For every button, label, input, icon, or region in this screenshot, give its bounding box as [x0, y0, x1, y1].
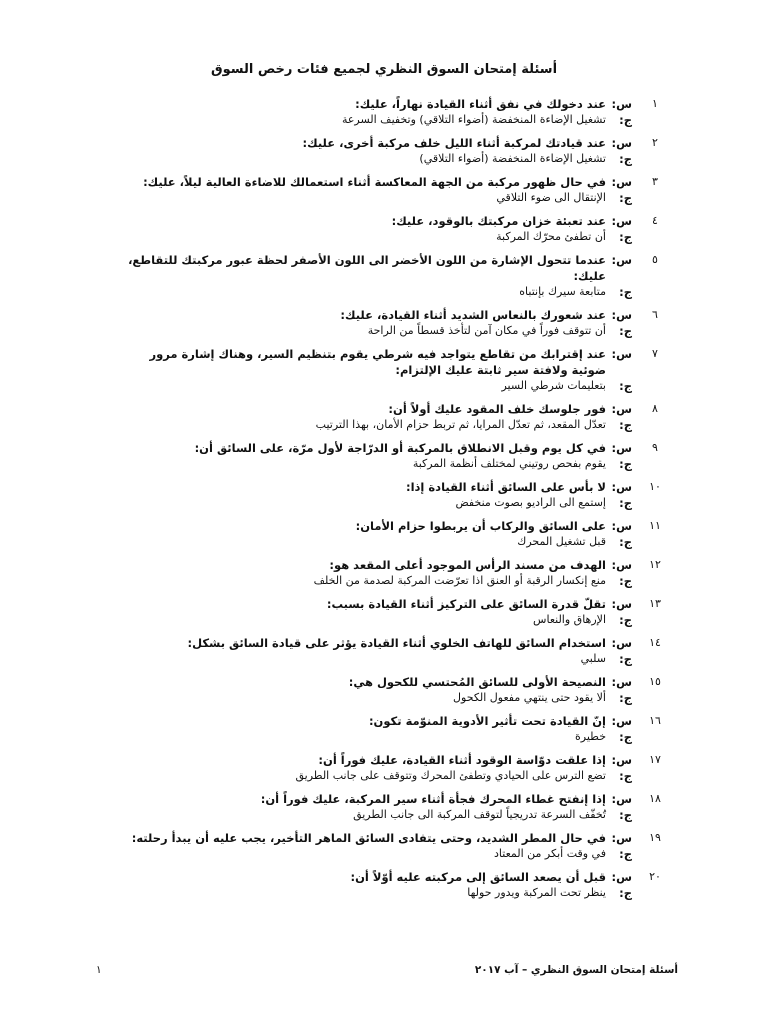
page-number: ١: [96, 964, 102, 976]
question-text: لا بأس على السائق أثناء القيادة إذا:: [405, 480, 606, 494]
question-number: ١٠: [649, 480, 661, 493]
question-number: ٤: [652, 214, 658, 227]
answer-line: [128, 190, 632, 206]
question-text: عندما تتحول الإشارة من اللون الأخضر الى اللون الأصفر لحظة عبور مركبتك للتقاطع، عليك:: [128, 253, 606, 283]
answer-line: [128, 768, 632, 784]
question-line: [128, 479, 632, 495]
question-line: [128, 713, 632, 729]
question-marker: س:: [611, 480, 632, 494]
answer-text: أن تطفئ محرّك المركبة: [496, 230, 606, 243]
question-marker: س:: [611, 714, 632, 728]
answer-marker: ج:: [619, 691, 632, 705]
question-marker: س:: [611, 519, 632, 533]
list-item: [0, 791, 768, 823]
answer-line: [128, 885, 632, 901]
list-item: [0, 174, 768, 206]
answer-text: في وقت أبكر من المعتاد: [494, 847, 606, 860]
answer-marker: ج:: [619, 324, 632, 338]
answer-text: تُخفّف السرعة تدريجياً لتوقف المركبة الى جانب الطريق: [353, 808, 606, 821]
answer-line: [128, 378, 632, 394]
question-line: [128, 791, 632, 807]
question-number: ٢٠: [649, 870, 661, 883]
question-number: ١٦: [649, 714, 661, 727]
answer-marker: ج:: [619, 285, 632, 299]
question-number: ١: [652, 97, 658, 110]
answer-marker: ج:: [619, 457, 632, 471]
question-text: إذا إنفتح غطاء المحرك فجأة أثناء سير المركبة، عليك فوراً أن:: [260, 792, 606, 806]
answer-text: خطيرة: [575, 730, 606, 743]
question-number: ١٨: [649, 792, 661, 805]
question-number: ١٢: [649, 558, 661, 571]
question-line: [128, 174, 632, 190]
question-marker: س:: [611, 831, 632, 845]
question-line: [128, 213, 632, 229]
question-number: ١٩: [649, 831, 661, 844]
question-line: [128, 596, 632, 612]
answer-text: أن تتوقف فوراً في مكان آمن لتأخذ قسطاً من الراحة: [367, 324, 606, 337]
answer-line: [128, 846, 632, 862]
question-number: ٧: [652, 347, 658, 360]
answer-marker: ج:: [619, 613, 632, 627]
question-marker: س:: [611, 175, 632, 189]
question-line: [128, 440, 632, 456]
question-number: ٢: [652, 136, 658, 149]
answer-line: [128, 323, 632, 339]
answer-marker: ج:: [619, 152, 632, 166]
question-text: إذا علقت دوّاسة الوقود أثناء القيادة، عليك فوراً أن:: [318, 753, 606, 767]
question-text: تقلّ قدرة السائق على التركيز أثناء القيادة بسبب:: [326, 597, 606, 611]
question-text: عند شعورك بالنعاس الشديد أثناء القيادة، عليك:: [340, 308, 606, 322]
answer-text: بتعليمات شرطي السير: [501, 379, 606, 392]
question-line: [128, 252, 632, 284]
answer-marker: ج:: [619, 808, 632, 822]
question-text: إنّ القيادة تحت تأثير الأدوية المنوّمة تكون:: [368, 714, 606, 728]
question-text: استخدام السائق للهاتف الخلوي أثناء القيادة يؤثر على قيادة السائق بشكل:: [187, 636, 606, 650]
question-marker: س:: [611, 675, 632, 689]
question-number: ٨: [652, 402, 658, 415]
question-line: [128, 869, 632, 885]
question-line: [128, 830, 632, 846]
answer-marker: ج:: [619, 496, 632, 510]
list-item: [0, 557, 768, 589]
list-item: [0, 252, 768, 300]
answer-line: [128, 534, 632, 550]
question-number: ١١: [649, 519, 661, 532]
list-item: [0, 518, 768, 550]
list-item: [0, 307, 768, 339]
question-marker: س:: [611, 870, 632, 884]
answer-text: تشغيل الإضاءة المنخفضة (أضواء التلاقي) وتخفيف السرعة: [341, 113, 606, 126]
question-line: [128, 518, 632, 534]
answer-marker: ج:: [619, 418, 632, 432]
question-line: [128, 557, 632, 573]
question-marker: س:: [611, 441, 632, 455]
question-line: [128, 401, 632, 417]
question-line: [128, 307, 632, 323]
answer-text: قبل تشغيل المحرك: [517, 535, 606, 548]
answer-line: [128, 495, 632, 511]
answer-marker: ج:: [619, 769, 632, 783]
question-number: ٣: [652, 175, 658, 188]
answer-marker: ج:: [619, 886, 632, 900]
question-text: في حال ظهور مركبة من الجهة المعاكسة أثناء استعمالك للاضاءة العالية ليلاً، عليك:: [143, 175, 606, 189]
question-line: [128, 635, 632, 651]
answer-line: [128, 807, 632, 823]
list-item: [0, 713, 768, 745]
question-text: فور جلوسك خلف المقود عليك أولاً أن:: [388, 402, 606, 416]
list-item: [0, 830, 768, 862]
question-marker: س:: [611, 792, 632, 806]
answer-marker: ج:: [619, 535, 632, 549]
question-text: على السائق والركاب أن يربطوا حزام الأمان:: [355, 519, 606, 533]
answer-marker: ج:: [619, 847, 632, 861]
page-title: أسئلة إمتحان السوق النظري لجميع فئات رخص السوق: [210, 62, 558, 77]
question-number: ١٣: [649, 597, 661, 610]
answer-marker: ج:: [619, 379, 632, 393]
list-item: [0, 135, 768, 167]
answer-line: [128, 112, 632, 128]
answer-line: [128, 284, 632, 300]
answer-line: [128, 151, 632, 167]
question-number: ٥: [652, 253, 658, 266]
list-item: [0, 596, 768, 628]
question-list: [0, 96, 768, 908]
answer-marker: ج:: [619, 230, 632, 244]
answer-text: سلبي: [580, 652, 606, 665]
question-text: في كل يوم وقبل الانطلاق بالمركبة أو الدرّاجة لأول مرّة، على السائق أن:: [194, 441, 606, 455]
question-marker: س:: [611, 97, 632, 111]
list-item: [0, 401, 768, 433]
question-line: [128, 135, 632, 151]
answer-marker: ج:: [619, 191, 632, 205]
question-text: قبل أن يصعد السائق إلى مركبته عليه أوّلاً أن:: [350, 870, 606, 884]
question-marker: س:: [611, 253, 632, 267]
question-text: عند تعبئة خزان مركبتك بالوقود، عليك:: [391, 214, 606, 228]
question-text: الهدف من مسند الرأس الموجود أعلى المقعد هو:: [329, 558, 606, 572]
answer-text: الإرهاق والنعاس: [533, 613, 606, 626]
question-number: ٦: [652, 308, 658, 321]
list-item: [0, 752, 768, 784]
answer-line: [128, 612, 632, 628]
answer-text: إستمع الى الراديو بصوت منخفض: [455, 496, 606, 509]
answer-line: [128, 729, 632, 745]
question-line: [128, 674, 632, 690]
answer-marker: ج:: [619, 730, 632, 744]
question-marker: س:: [611, 597, 632, 611]
answer-text: تشغيل الإضاءة المنخفضة (أضواء التلاقي): [419, 152, 606, 165]
question-marker: س:: [611, 636, 632, 650]
list-item: [0, 346, 768, 394]
question-marker: س:: [611, 347, 632, 361]
answer-line: [128, 456, 632, 472]
list-item: [0, 440, 768, 472]
list-item: [0, 479, 768, 511]
question-number: ٩: [652, 441, 658, 454]
answer-text: متابعة سيرك بإنتباه: [519, 285, 606, 298]
list-item: [0, 213, 768, 245]
list-item: [0, 96, 768, 128]
question-marker: س:: [611, 214, 632, 228]
footer-title: أسئلة إمتحان السوق النظري – آب ٢٠١٧: [474, 964, 678, 976]
answer-text: تضع الترس على الحيادي وتطفئ المحرك وتتوقف على جانب الطريق: [295, 769, 606, 782]
answer-text: ينظر تحت المركبة ويدور حولها: [467, 886, 606, 899]
answer-line: [128, 573, 632, 589]
question-marker: س:: [611, 308, 632, 322]
answer-text: الإنتقال الى ضوء التلاقي: [496, 191, 606, 204]
answer-line: [128, 229, 632, 245]
question-marker: س:: [611, 753, 632, 767]
answer-marker: ج:: [619, 652, 632, 666]
question-marker: س:: [611, 558, 632, 572]
question-line: [128, 752, 632, 768]
answer-text: يقوم بفحص روتيني لمختلف أنظمة المركبة: [412, 457, 606, 470]
answer-text: تعدّل المقعد، ثم تعدّل المرايا، ثم تربط حزام الأمان، بهذا الترتيب: [315, 418, 606, 431]
question-line: [128, 96, 632, 112]
question-number: ١٧: [649, 753, 661, 766]
answer-line: [128, 417, 632, 433]
answer-text: ألا يقود حتى ينتهي مفعول الكحول: [453, 691, 606, 704]
question-text: عند دخولك في نفق أثناء القيادة نهاراً، عليك:: [355, 97, 606, 111]
question-number: ١٥: [649, 675, 661, 688]
question-text: النصيحة الأولى للسائق المُحتسي للكحول هي:: [348, 675, 606, 689]
question-marker: س:: [611, 402, 632, 416]
answer-marker: ج:: [619, 574, 632, 588]
list-item: [0, 674, 768, 706]
answer-text: منع إنكسار الرقبة أو العنق اذا تعرّضت المركبة لصدمة من الخلف: [313, 574, 606, 587]
question-number: ١٤: [649, 636, 661, 649]
question-text: عند قيادتك لمركبة أثناء الليل خلف مركبة أخرى، عليك:: [302, 136, 606, 150]
question-text: في حال المطر الشديد، وحتى يتفادى السائق الماهر التأخير، يجب عليه أن يبدأ رحلته:: [131, 831, 606, 845]
question-marker: س:: [611, 136, 632, 150]
list-item: [0, 869, 768, 901]
answer-line: [128, 690, 632, 706]
question-text: عند إقترابك من تقاطع يتواجد فيه شرطي يقوم بتنظيم السير، وهناك إشارة مرور ضوئية ولافتة سير ثابتة عليك الإلتزام:: [149, 347, 606, 377]
answer-line: [128, 651, 632, 667]
answer-marker: ج:: [619, 113, 632, 127]
list-item: [0, 635, 768, 667]
question-line: [128, 346, 632, 378]
